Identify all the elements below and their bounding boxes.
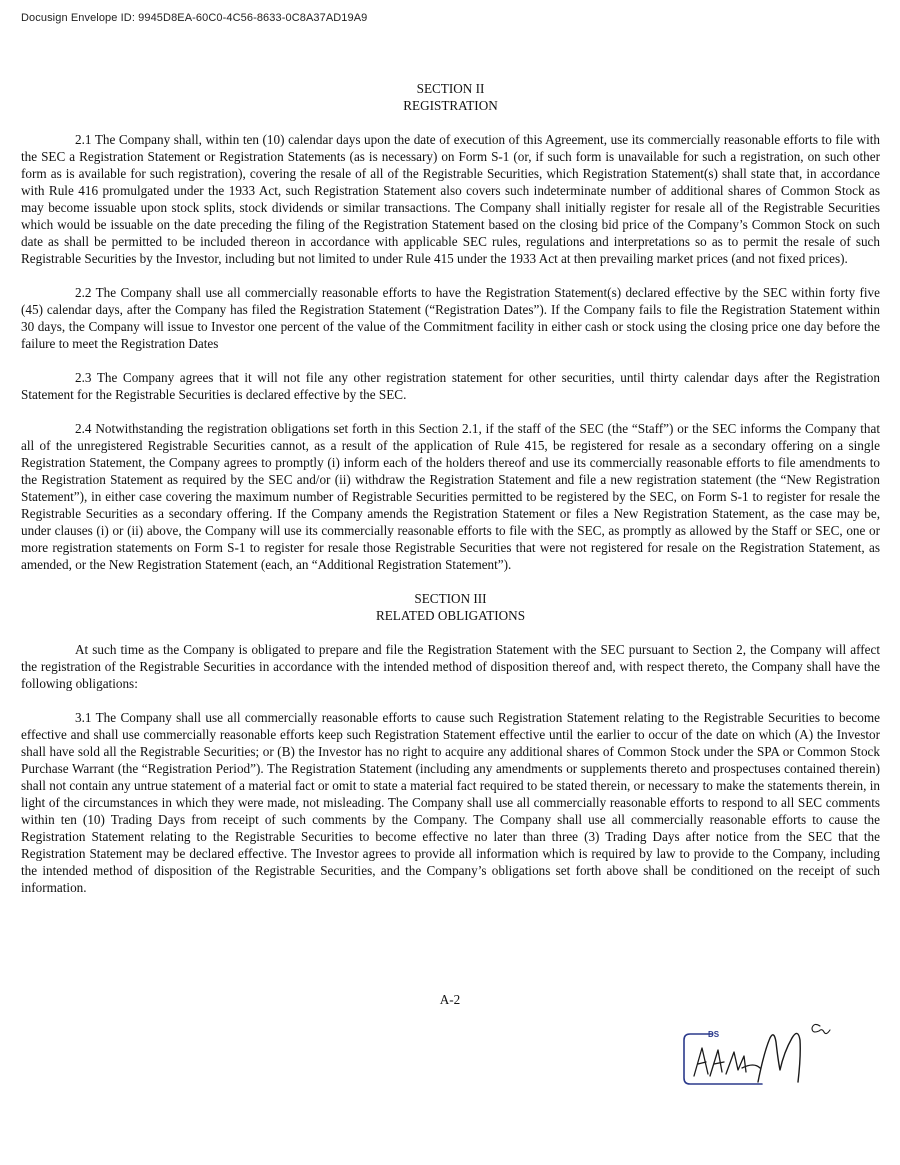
section-3-number: SECTION III xyxy=(414,591,487,606)
signature-superscript xyxy=(812,1024,830,1033)
docusign-signature-image xyxy=(680,1012,850,1092)
paragraph-3-intro: At such time as the Company is obligated to prepare and file the Registration Statement with the SEC pursuant to Section 2, the Company will affect the registration of the Registrable Securities in accordance with the intended method of disposition thereof and, with respect thereto, the Company shall have the following obligations: xyxy=(21,642,880,691)
ds-stamp-bracket xyxy=(684,1034,762,1084)
ds-stamp-label: DS xyxy=(708,1030,720,1039)
section-2-heading xyxy=(21,80,880,114)
paragraph-2-3: 2.3 The Company agrees that it will not file any other registration statement for other securities, until thirty calendar days after the Registration Statement for the Registrable Securities is declared effective by the SEC. xyxy=(21,370,880,402)
paragraph-2-1: 2.1 The Company shall, within ten (10) calendar days upon the date of execution of this Agreement, use its commercially reasonable efforts to file with the SEC a Registration Statement or Registration Statements (as is necessary) on Form S-1 (or, if such form is unavailable for such a registration, on such other form as is available for such registration), covering the resale of all of the Registrable Securities, which Registration Statement(s) shall state that, in accordance with Rule 416 promulgated under the 1933 Act, such Registration Statement also covers such indeterminate number of additional shares of Common Stock as may become issuable upon stock splits, stock dividends or similar transactions. The Company shall initially register for resale all of the Registrable Securities which would be issuable on the date preceding the filing of the Registration Statement based on the closing bid price of the Company’s Common Stock on such date as shall be permitted to be included thereon in accordance with applicable SEC rules, regulations and interpretations so as to permit the resale of such Registrable Securities by the Investor, including but not limited to under Rule 415 under the 1933 Act at then prevailing market prices (and not fixed prices). xyxy=(21,132,880,266)
docusign-envelope-id: Docusign Envelope ID: 9945D8EA-60C0-4C56-8633-0C8A37AD19A9 xyxy=(21,12,368,24)
page-number: A-2 xyxy=(439,992,461,1007)
paragraph-3-1: 3.1 The Company shall use all commercially reasonable efforts to cause such Registration Statement relating to the Registrable Securities to become effective and shall use commercially reasonable efforts keep such Registration Statement effective until the earlier to occur of the date on which (A) the Investor shall have sold all the Registrable Securities; or (B) the Investor has no right to acquire any additional shares of Common Stock under the SPA or Common Stock Purchase Warrant (the “Registration Period”). The Registration Statement (including any amendments or supplements thereto and prospectuses contained therein) shall not contain any untrue statement of a material fact or omit to state a material fact required to be stated therein, or necessary to make the statements therein, in light of the circumstances in which they were made, not misleading. The Company shall use all commercially reasonable efforts to respond to all SEC comments within ten (10) Trading Days from receipt of such comments by the Company. The Company shall use all commercially reasonable efforts to cause the Registration Statement relating to the Registrable Securities to become effective no later than three (3) Trading Days after notice from the SEC that the Registration Statement may be declared effective. The Investor agrees to provide all information which is required by law to provide to the Company, including the intended method of disposition of the Registrable Securities, and the Company’s obligations set forth above shall be conditioned on the receipt of such information. xyxy=(21,710,880,895)
signature-stroke xyxy=(758,1033,800,1082)
section-2-number: SECTION II xyxy=(416,81,485,96)
initials-stroke xyxy=(694,1048,760,1076)
section-3-heading xyxy=(21,590,880,624)
section-2-title: REGISTRATION xyxy=(403,98,498,113)
section-3-title: RELATED OBLIGATIONS xyxy=(375,608,526,623)
paragraph-2-4: 2.4 Notwithstanding the registration obligations set forth in this Section 2.1, if the staff of the SEC (the “Staff”) or the SEC informs the Company that all of the unregistered Registrable Securities cannot, as a result of the application of Rule 415, be registered for resale as a secondary offering on a single Registration Statement, the Company agrees to promptly (i) inform each of the holders thereof and use its commercially reasonable efforts to file amendments to the Registration Statement as required by the SEC and/or (ii) withdraw the Registration Statement and file a new registration statement (the “New Registration Statement”), in either case covering the maximum number of Registrable Securities permitted to be registered by the SEC, on Form S-1 to register for resale the Registrable Securities as a secondary offering. If the Company amends the Registration Statement or files a New Registration Statement, as the case may be, under clauses (i) or (ii) above, the Company will use its commercially reasonable efforts to file with the SEC, as promptly as allowed by the Staff or SEC, one or more registration statements on Form S-1 to register for resale those Registrable Securities that were not registered for resale on the Registration Statement, as amended, or the New Registration Statement (each, an “Additional Registration Statement”). xyxy=(21,421,880,572)
paragraph-2-2: 2.2 The Company shall use all commercially reasonable efforts to have the Registration Statement(s) declared effective by the SEC within forty five (45) calendar days, after the Company has filed the Registration Statement (“Registration Dates”). If the Company fails to file the Registration Statement within 30 days, the Company will issue to Investor one percent of the value of the Commitment facility in either cash or stock using the closing price one day before the failure to meet the Registration Dates xyxy=(21,285,880,351)
document-body xyxy=(21,80,880,896)
